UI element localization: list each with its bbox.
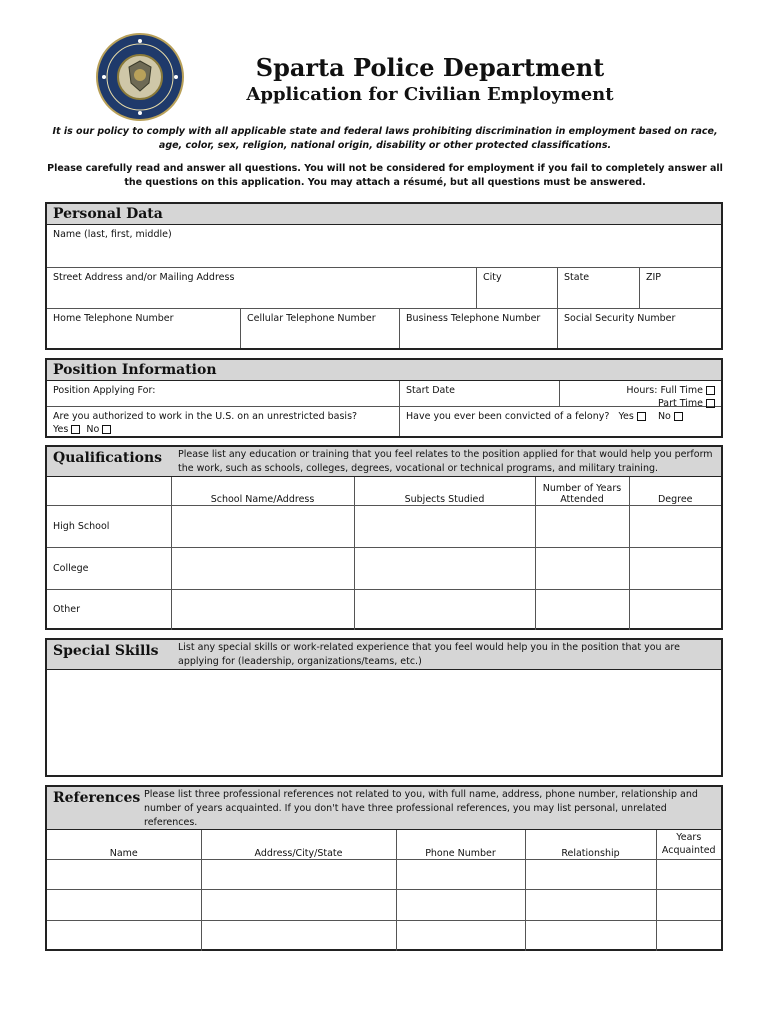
no-label: No (657, 411, 671, 422)
full-time-checkbox[interactable] (706, 386, 715, 395)
hours-label: Hours: (626, 385, 658, 396)
full-time-label: Full Time (660, 385, 703, 396)
table-row (47, 859, 721, 889)
table-row (47, 589, 721, 630)
table-header: Subjects Studied (354, 477, 535, 505)
city-field[interactable] (477, 268, 558, 309)
reference-name-cell[interactable] (47, 859, 201, 889)
felony-field (400, 407, 721, 436)
reference-phone-cell[interactable] (396, 889, 525, 920)
row-label: Other (47, 589, 171, 630)
cell-phone-field[interactable] (241, 309, 400, 348)
field-label: Home Telephone Number (53, 313, 174, 324)
table-header: Number of Years Attended (535, 477, 629, 505)
reference-relationship-cell[interactable] (525, 859, 656, 889)
reference-address-cell[interactable] (201, 889, 396, 920)
table-header: Relationship (525, 830, 656, 859)
years-cell[interactable] (535, 589, 629, 630)
special-skills-section (45, 638, 723, 777)
reference-name-cell[interactable] (47, 920, 201, 951)
page-subtitle: Application for Civilian Employment (246, 84, 614, 105)
table-row (47, 920, 721, 951)
table-header: Years Acquainted (656, 830, 721, 859)
hours-field (560, 381, 721, 407)
instructions-text: Please carefully read and answer all questions. You will not be considered for employment if you fail to completely answer all the questions on this application. You may attach a résumé, but all questions must be answered. (47, 163, 723, 188)
authorized-yes-checkbox[interactable] (71, 425, 80, 434)
table-row (47, 547, 721, 589)
subjects-cell[interactable] (354, 505, 535, 547)
subjects-cell[interactable] (354, 547, 535, 589)
field-label: Start Date (406, 385, 455, 396)
education-table (47, 477, 721, 630)
reference-relationship-cell[interactable] (525, 889, 656, 920)
felony-yes-checkbox[interactable] (637, 412, 646, 421)
section-title: Special Skills (53, 643, 159, 659)
field-label: City (483, 272, 502, 283)
street-address-field[interactable] (47, 268, 477, 309)
section-description: Please list three professional references not related to you, with full name, address, phone number, relationship and number of years acquainted. If you don't have three professional references, you may list personal, unrelated references. (144, 789, 698, 828)
special-skills-header (47, 640, 721, 670)
authorized-no-checkbox[interactable] (102, 425, 111, 434)
references-table (47, 830, 721, 951)
degree-cell[interactable] (629, 547, 721, 589)
field-label: Street Address and/or Mailing Address (53, 272, 235, 283)
position-applying-field[interactable] (47, 381, 400, 407)
table-header: Address/City/State (201, 830, 396, 859)
section-title: Qualifications (53, 450, 163, 466)
reference-relationship-cell[interactable] (525, 920, 656, 951)
school-name-cell[interactable] (171, 505, 354, 547)
degree-cell[interactable] (629, 505, 721, 547)
reference-years-cell[interactable] (656, 889, 721, 920)
position-info-section (45, 358, 723, 438)
reference-years-cell[interactable] (656, 920, 721, 951)
subjects-cell[interactable] (354, 589, 535, 630)
years-cell[interactable] (535, 547, 629, 589)
page-title: Sparta Police Department (255, 53, 605, 82)
part-time-label: Part Time (657, 398, 703, 409)
reference-address-cell[interactable] (201, 859, 396, 889)
personal-data-header (47, 204, 721, 225)
felony-question: Have you ever been convicted of a felony? (406, 411, 610, 422)
department-seal-logo (96, 33, 184, 121)
table-header: School Name/Address (171, 477, 354, 505)
felony-no-checkbox[interactable] (674, 412, 683, 421)
table-header: Phone Number (396, 830, 525, 859)
references-section (45, 785, 723, 951)
row-label: College (47, 547, 171, 589)
zip-field[interactable] (640, 268, 721, 309)
section-title: References (53, 790, 141, 806)
work-authorization-field (47, 407, 400, 436)
reference-phone-cell[interactable] (396, 859, 525, 889)
degree-cell[interactable] (629, 589, 721, 630)
no-label: No (86, 424, 100, 435)
name-field[interactable] (47, 225, 721, 268)
table-header (47, 477, 171, 505)
reference-name-cell[interactable] (47, 889, 201, 920)
table-header: Name (47, 830, 201, 859)
ssn-field[interactable] (558, 309, 721, 348)
field-label: Social Security Number (564, 313, 676, 324)
school-name-cell[interactable] (171, 589, 354, 630)
reference-address-cell[interactable] (201, 920, 396, 951)
section-title: Personal Data (53, 206, 163, 222)
yes-label: Yes (53, 424, 69, 435)
eeo-policy-text: It is our policy to comply with all applicable state and federal laws prohibiting discrimination in employment based on race, age, color, sex, religion, national origin, disability or other protected classifications. (52, 126, 718, 151)
start-date-field[interactable] (400, 381, 560, 407)
special-skills-text-area[interactable] (47, 670, 721, 775)
table-row (47, 505, 721, 547)
years-cell[interactable] (535, 505, 629, 547)
section-description: List any special skills or work-related experience that you feel would help you in the position that you are applying for (leadership, organizations/teams, etc.) (178, 642, 680, 667)
qualifications-header (47, 447, 721, 477)
section-title: Position Information (53, 362, 217, 378)
authorization-question: Are you authorized to work in the U.S. on an unrestricted basis? (53, 411, 358, 422)
yes-label: Yes (618, 411, 634, 422)
reference-years-cell[interactable] (656, 859, 721, 889)
business-phone-field[interactable] (400, 309, 558, 348)
reference-phone-cell[interactable] (396, 920, 525, 951)
school-name-cell[interactable] (171, 547, 354, 589)
home-phone-field[interactable] (47, 309, 241, 348)
field-label: Cellular Telephone Number (247, 313, 376, 324)
position-info-header (47, 360, 721, 381)
field-label: Business Telephone Number (406, 313, 541, 324)
field-label: Name (last, first, middle) (53, 229, 172, 240)
table-row (47, 889, 721, 920)
section-description: Please list any education or training that you feel relates to the position applied for that would help you perform the work, such as schools, colleges, degrees, vocational or technical programs, and military training. (178, 449, 713, 474)
state-field[interactable] (558, 268, 640, 309)
field-label: ZIP (646, 272, 662, 283)
references-header (47, 787, 721, 830)
field-label: Position Applying For: (53, 385, 156, 396)
personal-data-section (45, 202, 723, 350)
field-label: State (564, 272, 590, 283)
qualifications-section (45, 445, 723, 630)
row-label: High School (47, 505, 171, 547)
table-header: Degree (629, 477, 721, 505)
